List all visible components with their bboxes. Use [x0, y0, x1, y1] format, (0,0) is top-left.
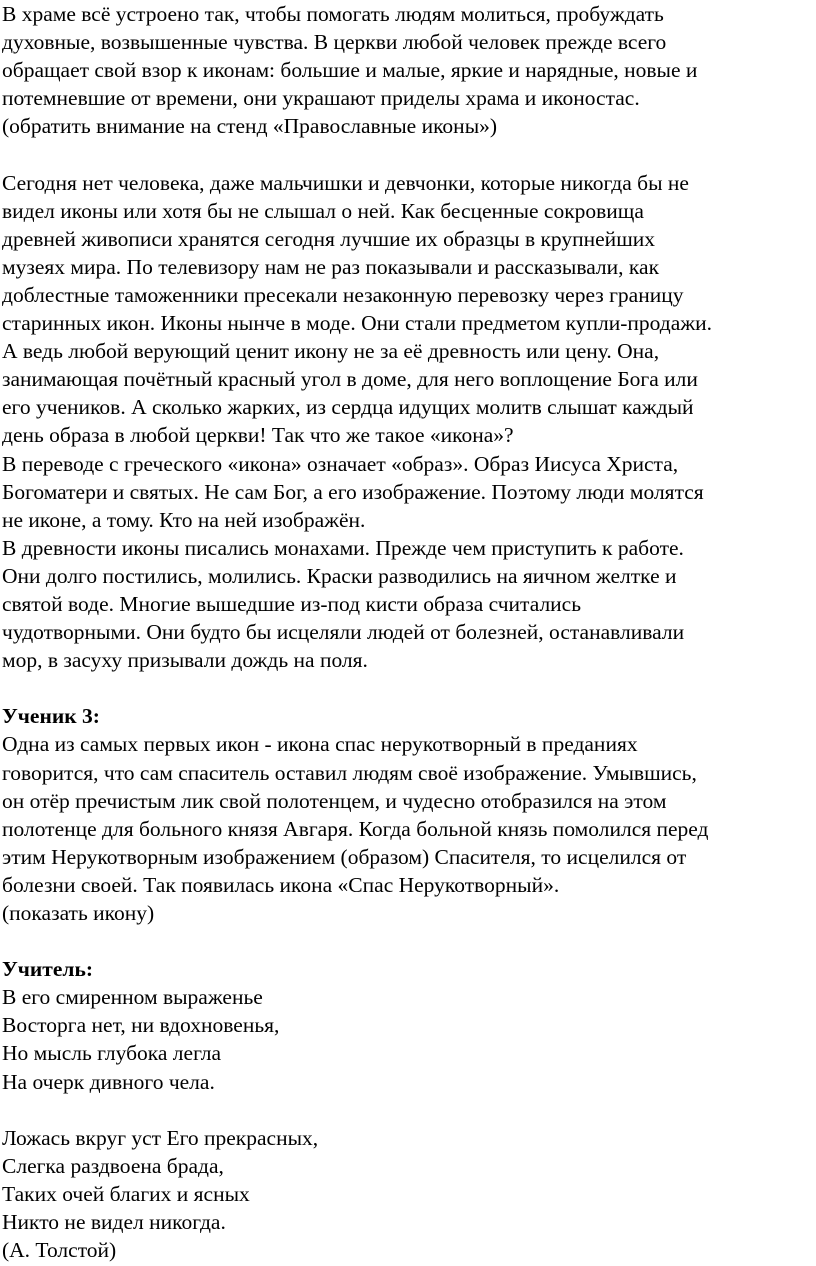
- blank-line: [2, 674, 814, 702]
- text-line: старинных икон. Иконы нынче в моде. Они стали предметом купли-продажи.: [2, 311, 712, 336]
- poem-line: Но мысль глубока легла: [2, 1041, 222, 1066]
- blank-line: [2, 140, 814, 168]
- main-paragraph: [2, 169, 814, 675]
- text-line: А ведь любой верующий ценит икону не за её древность или цену. Она,: [2, 339, 660, 364]
- student3-heading: Ученик 3:: [2, 704, 100, 729]
- text-line: святой воде. Многие вышедшие из-под кисти образа считались: [2, 591, 582, 616]
- text-line: этим Нерукотворным изображением (образом) Спасителя, то исцелился от: [2, 844, 687, 869]
- text-line: его учеников. А сколько жарких, из сердца идущих молитв слышат каждый: [2, 395, 694, 420]
- poem-line: Таких очей благих и ясных: [2, 1181, 250, 1206]
- text-line: видел иконы или хотя бы не слышал о ней. Как бесценные сокровища: [2, 198, 644, 223]
- text-line: не иконе, а тому. Кто на ней изображён.: [2, 507, 366, 532]
- text-line: день образа в любой церкви! Так что же такое «икона»?: [2, 423, 514, 448]
- student3-section: [2, 702, 814, 927]
- text-line: В храме всё устроено так, чтобы помогать людям молиться, пробуждать: [2, 2, 664, 26]
- teacher-section: [2, 955, 814, 1264]
- text-line: Сегодня нет человека, даже мальчишки и девчонки, которые никогда бы не: [2, 170, 689, 195]
- text-line: болезни своей. Так появилась икона «Спас Нерукотворный».: [2, 872, 560, 897]
- text-line: Одна из самых первых икон - икона спас нерукотворный в преданиях: [2, 732, 638, 757]
- poem-line: Ложась вкруг уст Его прекрасных,: [2, 1125, 319, 1150]
- text-line: В переводе с греческого «икона» означает «образ». Образ Иисуса Христа,: [2, 451, 679, 476]
- text-line: он отёр пречистым лик свой полотенцем, и чудесно отобразился на этом: [2, 788, 667, 813]
- poem-attribution: (А. Толстой): [2, 1238, 117, 1263]
- text-line: музеях мира. По телевизору нам не раз показывали и рассказывали, как: [2, 254, 660, 279]
- text-line: потемневшие от времени, они украшают приделы храма и иконостас.: [2, 86, 640, 111]
- poem-stanza-1: [2, 983, 814, 1095]
- text-line: Богоматери и святых. Не сам Бог, а его изображение. Поэтому люди молятся: [2, 479, 704, 504]
- text-line: занимающая почётный красный угол в доме, для него воплощение Бога или: [2, 367, 698, 392]
- text-line: мор, в засуху призывали дождь на поля.: [2, 648, 368, 673]
- intro-paragraph: [2, 0, 814, 140]
- blank-line: [2, 1096, 814, 1124]
- poem-line: Восторга нет, ни вдохновенья,: [2, 1013, 280, 1038]
- poem-line: В его смиренном выраженье: [2, 985, 263, 1010]
- text-line: доблестные таможенники пресекали незаконную перевозку через границу: [2, 282, 684, 307]
- text-line: чудотворными. Они будто бы исцеляли людей от болезней, останавливали: [2, 620, 685, 645]
- text-line: духовные, возвышенные чувства. В церкви любой человек прежде всего: [2, 30, 667, 55]
- text-line: полотенце для больного князя Авгаря. Когда больной князь помолился перед: [2, 816, 709, 841]
- text-line: Они долго постились, молились. Краски разводились на яичном желтке и: [2, 563, 677, 588]
- teacher-heading: Учитель:: [2, 957, 93, 982]
- text-line: (обратить внимание на стенд «Православные иконы»): [2, 114, 498, 139]
- text-line: древней живописи хранятся сегодня лучшие их образцы в крупнейших: [2, 226, 655, 251]
- text-line: обращает свой взор к иконам: большие и малые, яркие и нарядные, новые и: [2, 58, 698, 83]
- poem-stanza-2: [2, 1124, 814, 1264]
- text-line: говорится, что сам спаситель оставил людям своё изображение. Умывшись,: [2, 760, 697, 785]
- poem-line: Слегка раздвоена брада,: [2, 1153, 224, 1178]
- blank-line: [2, 927, 814, 955]
- poem-line: Никто не видел никогда.: [2, 1210, 226, 1235]
- text-line: (показать икону): [2, 901, 155, 925]
- text-line: В древности иконы писались монахами. Прежде чем приступить к работе.: [2, 535, 684, 560]
- poem-line: На очерк дивного чела.: [2, 1069, 215, 1094]
